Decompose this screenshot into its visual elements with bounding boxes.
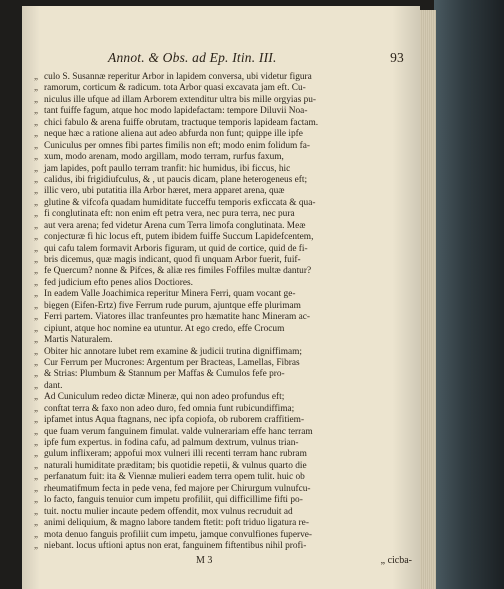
line-text: que fuam verum fanguinem fimulat. valde vulnerariam effe hanc terram — [44, 426, 313, 437]
page-body — [34, 71, 412, 551]
quote-mark: „ — [34, 254, 38, 264]
quote-mark: „ — [34, 505, 38, 516]
running-head-title: Annot. & Obs. ad Ep. Itin. III. — [108, 50, 277, 65]
text-line — [34, 277, 412, 288]
quote-mark: „ — [34, 105, 38, 116]
quote-mark: „ — [34, 379, 38, 390]
text-line — [34, 174, 412, 185]
text-line — [34, 403, 412, 414]
text-line — [34, 311, 412, 322]
text-line — [34, 105, 412, 116]
line-text: mota denuo fanguis profiliit cum impetu, jamque convulfiones fuperve- — [44, 529, 313, 540]
quote-mark: „ — [34, 288, 38, 299]
line-text: fed judicium efto penes alios Doctiores. — [44, 277, 193, 288]
quote-mark: „ — [34, 368, 38, 379]
quote-mark: „ — [34, 219, 38, 230]
text-line — [34, 529, 412, 540]
text-line — [34, 163, 412, 174]
line-text: Martis Naturalem. — [44, 335, 113, 346]
quote-mark: „ — [34, 391, 38, 402]
quote-mark: „ — [34, 356, 38, 367]
quote-mark: „ — [34, 139, 38, 150]
line-text: glutine & vifcofa quadam humiditate fucceffu temporis exficcata & qua- — [44, 197, 316, 208]
text-line — [34, 288, 412, 299]
quote-mark: „ — [34, 265, 38, 276]
quote-mark: „ — [34, 425, 38, 436]
page-edges — [418, 10, 436, 589]
line-text: conftat terra & faxo non adeo duro, fed omnia funt rubicundiffima; — [44, 403, 295, 414]
quote-mark: „ — [34, 185, 38, 196]
text-line — [34, 300, 412, 311]
line-text: tant fuiffe fagum, atque hoc modo lapidefactam: tempore Diluvii Noa- — [44, 106, 308, 117]
text-line — [34, 448, 412, 459]
line-text: gulum inflixeram; appofui mox vulneri illi recenti terram hanc rubram — [44, 449, 307, 460]
page-footer — [34, 555, 412, 569]
text-line — [34, 414, 412, 425]
line-text: ipfamet intus Aqua ftagnans, nec ipfa copiofa, ob ruborem craffitiem- — [44, 415, 305, 426]
text-line — [34, 391, 412, 402]
quote-mark: „ — [34, 299, 38, 310]
text-line — [34, 140, 412, 151]
quote-mark: „ — [34, 71, 38, 81]
running-header — [108, 50, 408, 70]
line-text: niebant. locus uftioni aptus non erat, fanguinem fiftentibus nihil profi- — [44, 540, 307, 551]
quote-mark: „ — [34, 231, 38, 242]
line-text: lo facto, fanguis tenuior cum impetu profiliit, qui difficillime fifti po- — [44, 495, 303, 506]
line-text: dant. — [44, 380, 63, 391]
line-text: xum, modo arenam, modo argillam, modo terram, rurfus faxum, — [44, 152, 284, 163]
text-line — [34, 460, 412, 471]
text-line — [34, 483, 412, 494]
line-text: naturali humiditate præditam; bis quotidie repetii, & vulnus quarto die — [44, 460, 307, 471]
text-line — [34, 128, 412, 139]
text-line — [34, 494, 412, 505]
quote-mark: „ — [34, 242, 38, 253]
text-line — [34, 117, 412, 128]
quote-mark: „ — [34, 162, 38, 173]
text-line — [34, 231, 412, 242]
line-text: & Strias: Plumbum & Stannum per Maffas & Cumulos fefe pro- — [44, 369, 285, 380]
text-line — [34, 265, 412, 276]
line-text: qui cafu talem formavit Arboris figuram, ut quid de cortice, quid de fi- — [44, 243, 308, 254]
line-text: fi conglutinata eft: non enim eft petra vera, nec pura terra, nec pura — [44, 209, 295, 220]
line-text: jam lapides, poft paullo terram tranfit: hic humidus, ibi ficcus, hic — [44, 163, 291, 174]
quote-mark: „ — [34, 345, 38, 356]
quote-mark: „ — [34, 334, 38, 345]
text-line — [34, 357, 412, 368]
line-text: calidus, ibi frigidiufculus, & , ut paucis dicam, plane heterogeneus eft; — [44, 174, 308, 185]
quote-mark: „ — [34, 173, 38, 184]
text-line — [34, 323, 412, 334]
text-line — [34, 506, 412, 517]
line-text: chici fabulo & arena fuiffe obrutam, tractuque temporis lapideam factam. — [44, 117, 319, 128]
quote-mark: „ — [34, 414, 38, 425]
quote-mark: „ — [34, 93, 38, 104]
text-line — [34, 197, 412, 208]
line-text: Ferri partem. Viatores illac tranfeuntes pro hæmatite hanc Mineram ac- — [44, 312, 310, 323]
quote-mark: „ — [34, 517, 38, 528]
text-line — [34, 220, 412, 231]
text-line — [34, 471, 412, 482]
line-text: Cur Ferrum per Mucrones: Argentum per Bracteas, Lamellas, Fibras — [44, 357, 300, 368]
line-text: illic vero, ubi putatitia illa Arbor hæret, mera apparet arena, quæ — [44, 186, 285, 197]
quote-mark: „ — [34, 128, 38, 139]
line-text: aut vera arena; fed videtur Arena cum Terra limofa conglutinata. Meæ — [44, 220, 306, 231]
quote-mark: „ — [34, 402, 38, 413]
line-text: bris dicemus, quæ magis indicant, quod fi unquam Arbor fuerit, fuif- — [44, 255, 301, 265]
line-text: neque hæc a ratione aliena aut adeo abfurda non funt; quippe ille ipfe — [44, 129, 303, 140]
catchword: „ cicba- — [380, 555, 412, 566]
quote-mark: „ — [34, 82, 38, 93]
text-line — [34, 346, 412, 357]
line-text: tuit. noctu mulier incaute pedem offendit, mox vulnus recruduit ad — [44, 506, 293, 517]
book-cover — [434, 0, 504, 589]
line-text: ramorum, corticum & radicum. tota Arbor quasi excavata jam eft. Cu- — [44, 83, 306, 94]
line-text: ipfe fum expertus. in fodina cafu, ad palmum dextrum, vulnus trian- — [44, 438, 299, 448]
line-text: niculus ille ufque ad illam Arborem extenditur ultra bis mille orgyias pu- — [44, 94, 317, 105]
line-text: bie̱gen (Eifen-Ertz) five Ferrum rude purum, ajuntque effe plurimam — [44, 300, 301, 311]
line-text: culo S. Susannæ reperitur Arbor in lapidem conversa, ubi videtur figura — [44, 72, 312, 82]
quote-mark: „ — [34, 196, 38, 207]
quote-mark: „ — [34, 448, 38, 459]
text-line — [34, 540, 412, 551]
text-line — [34, 380, 412, 391]
quote-mark: „ — [34, 482, 38, 493]
text-line — [34, 151, 412, 162]
text-line — [34, 437, 412, 448]
quote-mark: „ — [34, 322, 38, 333]
signature-mark: M 3 — [196, 555, 213, 566]
page-number: 93 — [390, 50, 404, 65]
text-line — [34, 254, 412, 265]
text-line — [34, 208, 412, 219]
line-text: rheumatifmum fecta in pede vena, fed majore per Chirurgum vulnufcu- — [44, 483, 311, 494]
text-line — [34, 368, 412, 379]
line-text: fe Quercum? nonne & Pifces, & aliæ res fimiles Foffiles multæ dantur? — [44, 266, 312, 277]
text-line — [34, 82, 412, 93]
text-line — [34, 517, 412, 528]
text-line — [34, 71, 412, 82]
text-line — [34, 426, 412, 437]
quote-mark: „ — [34, 459, 38, 470]
quote-mark: „ — [34, 208, 38, 219]
quote-mark: „ — [34, 276, 38, 287]
quote-mark: „ — [34, 311, 38, 322]
quote-mark: „ — [34, 539, 38, 550]
quote-mark: „ — [34, 528, 38, 539]
quote-mark: „ — [34, 471, 38, 482]
quote-mark: „ — [34, 151, 38, 162]
line-text: perfanatum fuit: ita & Viennæ mulieri eadem terra opem tulit. huic ob — [44, 472, 305, 483]
quote-mark: „ — [34, 437, 38, 447]
line-text: Cuniculus per omnes fibi partes fimilis non eft; modo enim folidum fa- — [44, 140, 310, 151]
line-text: conjecturæ fi hic locus eft, putem ibidem fuiffe Succum Lapidefcentem, — [44, 232, 314, 243]
quote-mark: „ — [34, 494, 38, 505]
text-line — [34, 94, 412, 105]
text-line — [34, 185, 412, 196]
line-text: Obiter hic annotare lubet rem examine & judicii trutina digniffimam; — [44, 346, 303, 357]
quote-mark: „ — [34, 116, 38, 127]
line-text: Ad Cuniculum redeo dictæ Mineræ, qui non adeo profundus eft; — [44, 392, 285, 403]
text-line — [34, 334, 412, 345]
line-text: animi deliquium, & magno labore tandem ftetit: poft triduo ligatura re- — [44, 518, 309, 529]
line-text: cipiunt, atque hoc nomine ea utuntur. At ego credo, effe Crocum — [44, 323, 285, 334]
text-line — [34, 243, 412, 254]
line-text: In eadem Valle Joachimica reperitur Minera Ferri, quam vocant ge- — [44, 289, 296, 300]
